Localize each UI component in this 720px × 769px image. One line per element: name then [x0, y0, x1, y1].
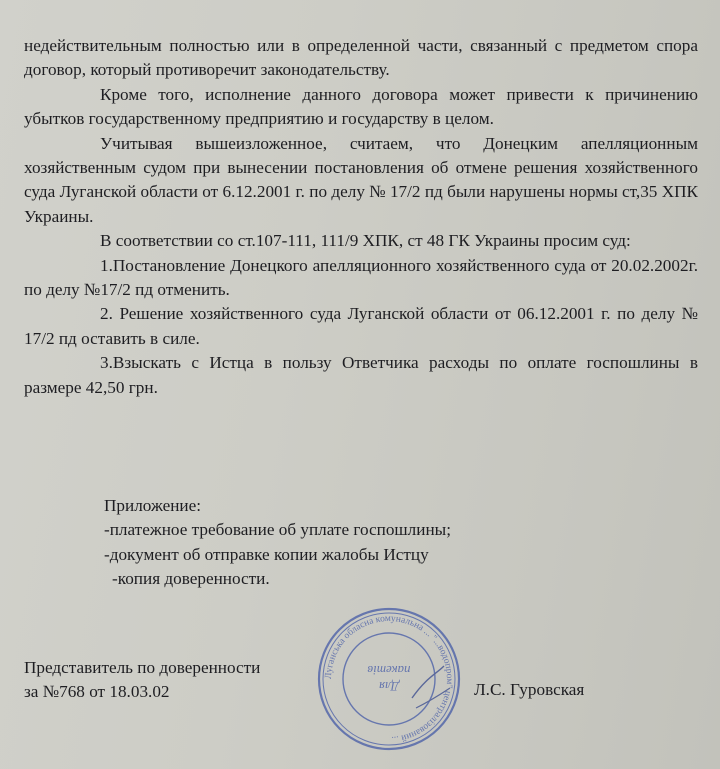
attachments-block — [104, 494, 451, 592]
svg-text:Луганська обласна комунальна .: Луганська обласна комунальна ... "...водопром" централізований ... — [323, 613, 455, 744]
attachment-item: -платежное требование об уплате госпошлины; — [104, 520, 451, 540]
paragraph-1: недействительным полностью или в определенной части, связанный с предметом спора договор, который противоречит законодательству. — [24, 36, 698, 80]
document-body — [24, 34, 698, 400]
attachment-item: -документ об отправке копии жалобы Истцу — [104, 544, 429, 564]
svg-text:пакетів: пакетів — [367, 663, 411, 678]
paragraph-4: В соответствии со ст.107-111, 111/9 ХПК, ст 48 ГК Украины просим суд: — [100, 231, 631, 251]
seal-stamp — [316, 606, 462, 752]
signatory-name: Л.С. Гуровская — [474, 680, 585, 699]
paragraph-2: Кроме того, исполнение данного договора может привести к причинению убытков государственному предприятию и государству в целом. — [24, 84, 698, 129]
request-item-1: 1.Постановление Донецкого апелляционного хозяйственного суда от 20.02.2002г. по делу №17/2 пд отменить. — [24, 255, 698, 300]
request-item-2: 2. Решение хозяйственного суда Луганской области от 06.12.2001 г. по делу № 17/2 пд оставить в силе. — [24, 304, 698, 348]
attachment-item: -копия доверенности. — [112, 569, 270, 589]
request-item-3: 3.Взыскать с Истца в пользу Ответчика расходы по оплате госпошлины в размере 42,50 грн. — [24, 353, 698, 397]
svg-text:Для: Для — [379, 679, 399, 694]
power-of-attorney: за №768 от 18.03.02 — [24, 682, 170, 702]
signatory-block — [24, 656, 260, 705]
paragraph-3: Учитывая вышеизложенное, считаем, что Донецким апелляционным хозяйственным судом при вынесении постановления об отмене решения хозяйственного суда Луганской области от 6.12.2001 г. по делу № 17/2 пд были нарушены нормы ст,35 ХПК Украины. — [24, 133, 698, 226]
attachments-heading: Приложение: — [104, 496, 202, 515]
signatory-role: Представитель по доверенности — [24, 658, 261, 677]
